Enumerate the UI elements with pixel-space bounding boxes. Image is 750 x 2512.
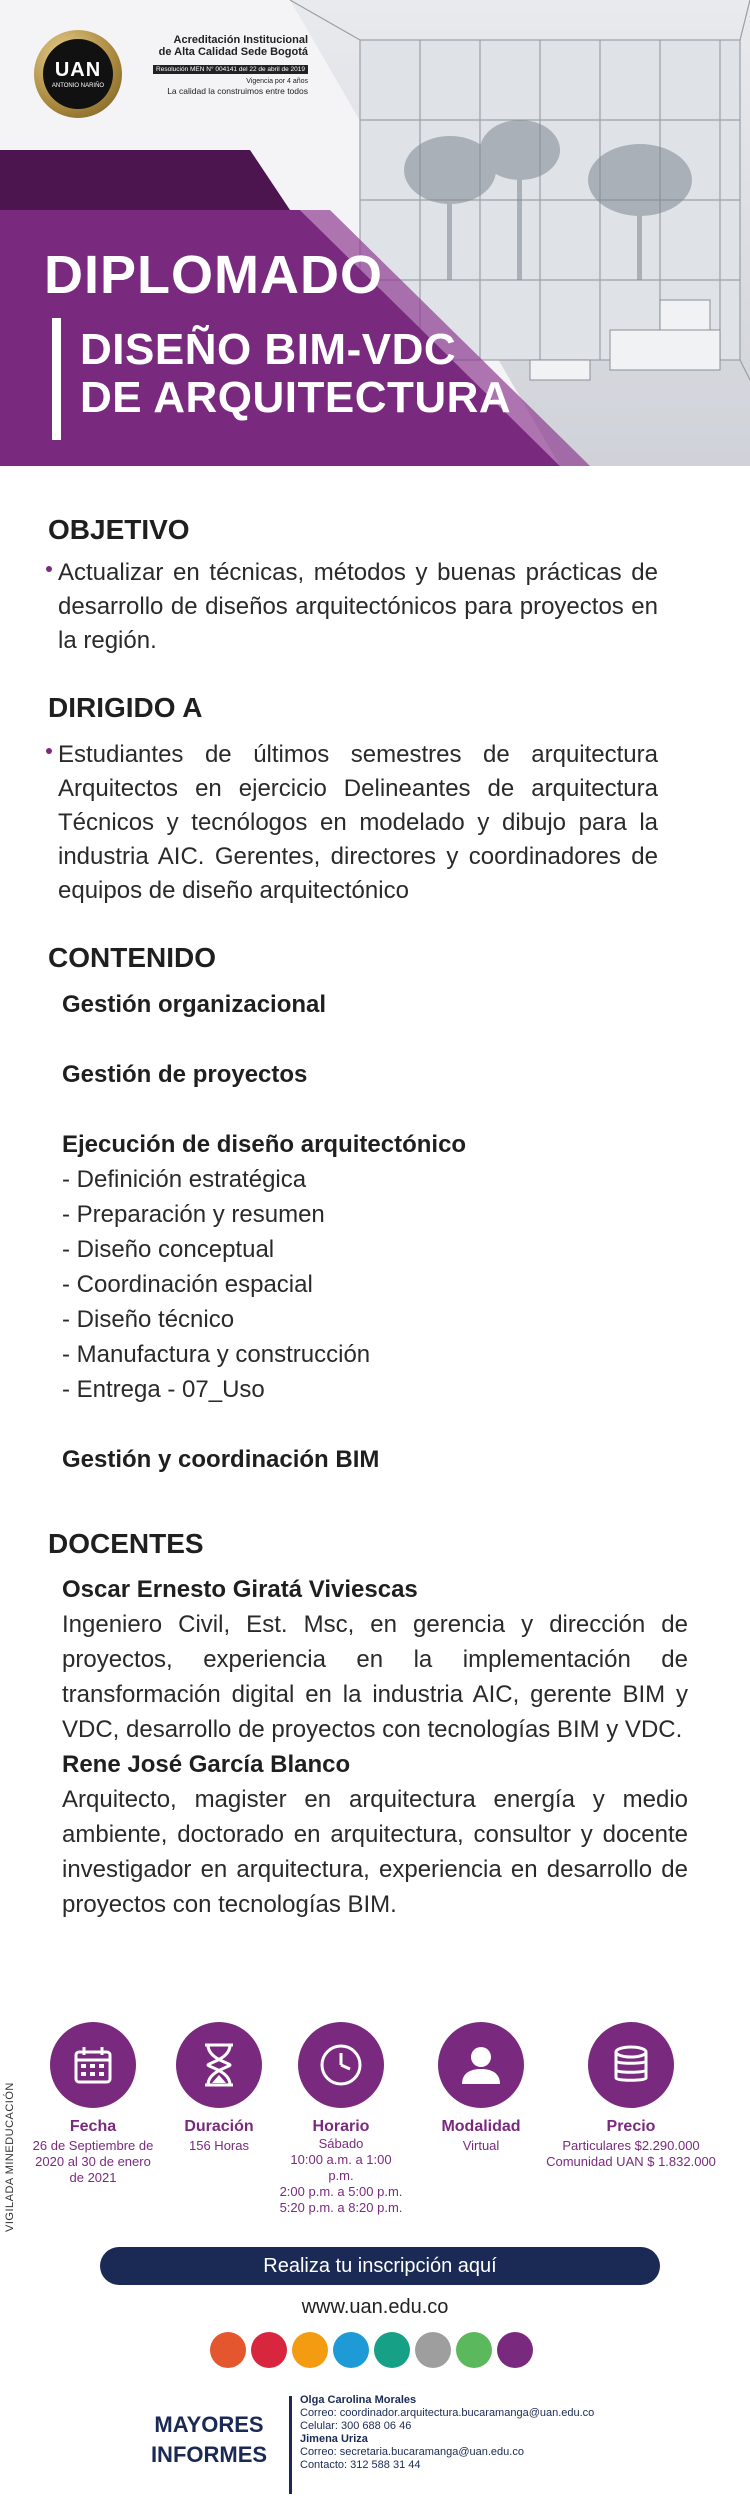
vigilada-mineducacion: VIGILADA MINEDUCACIÓN xyxy=(4,2082,16,2232)
horario-label: Horario xyxy=(312,2118,370,2135)
horario-slot: 5:20 p.m. a 8:20 p.m. xyxy=(279,2200,403,2215)
list-item: - Entrega - 07_Uso xyxy=(62,1376,265,1403)
fecha-value: 26 de Septiembre de 2020 al 30 de enero de 2021 xyxy=(32,2138,154,2185)
color-dots xyxy=(210,2332,533,2368)
validity-text: Vigencia por 4 años xyxy=(246,78,308,85)
mayores-line1: MAYORES xyxy=(154,2412,264,2437)
mayores-line2: INFORMES xyxy=(150,2442,268,2467)
accreditation-block xyxy=(128,34,308,96)
contact-divider xyxy=(289,2396,292,2494)
calendar-icon xyxy=(50,2022,136,2108)
contact-name: Olga Carolina Morales xyxy=(300,2394,417,2406)
contenido-heading: CONTENIDO xyxy=(48,942,216,973)
color-dot xyxy=(415,2332,451,2368)
website-link[interactable]: www.uan.edu.co xyxy=(301,2296,449,2318)
dirigido-text: Estudiantes de últimos semestres de arquitectura Arquitectos en ejercicio Delineantes de arquitectura Técnicos y tecnólogos en modelado y dibujo para la industria AIC. Gerentes, directores y coordinadores de equipos de diseño arquitectónico xyxy=(58,741,658,904)
module-title: Gestión organizacional xyxy=(62,991,327,1018)
horario-slot: 2:00 p.m. a 5:00 p.m. xyxy=(279,2184,403,2199)
precio-values xyxy=(546,2138,716,2170)
tagline: La calidad la construimos entre todos xyxy=(167,86,308,96)
clock-icon xyxy=(298,2022,384,2108)
color-dot xyxy=(456,2332,492,2368)
list-item: - Manufactura y construcción xyxy=(62,1341,371,1368)
coins-icon xyxy=(588,2022,674,2108)
docente-name: Rene José García Blanco xyxy=(62,1751,351,1778)
program-title-line2: DE ARQUITECTURA xyxy=(80,373,512,422)
list-item: - Diseño conceptual xyxy=(62,1236,275,1263)
docentes-heading: DOCENTES xyxy=(48,1528,204,1559)
contact-info xyxy=(300,2394,594,2472)
module-title: Gestión y coordinación BIM xyxy=(62,1446,380,1473)
color-dot xyxy=(292,2332,328,2368)
precio-particulares: Particulares $2.290.000 xyxy=(562,2138,700,2153)
precio-label: Precio xyxy=(606,2118,656,2135)
accreditation-line1: Acreditación Institucional xyxy=(173,34,308,46)
objetivo-heading: OBJETIVO xyxy=(48,514,190,545)
contact-phone: Contacto: 312 588 31 44 xyxy=(300,2459,421,2471)
horario-schedule xyxy=(276,2136,406,2216)
contact-email[interactable]: Correo: coordinador.arquitectura.bucaramanga@uan.edu.co xyxy=(300,2407,595,2419)
contact-email[interactable]: Correo: secretaria.bucaramanga@uan.edu.co xyxy=(300,2446,524,2458)
user-icon xyxy=(438,2022,524,2108)
module-title: Gestión de proyectos xyxy=(62,1061,308,1088)
horario-slot: 10:00 a.m. a 1:00 p.m. xyxy=(290,2152,392,2183)
list-item: - Coordinación espacial xyxy=(62,1271,313,1298)
module-title: Ejecución de diseño arquitectónico xyxy=(62,1131,467,1158)
horario-day: Sábado xyxy=(318,2136,364,2151)
color-dot xyxy=(374,2332,410,2368)
contenido-list xyxy=(62,987,662,1477)
color-dot xyxy=(251,2332,287,2368)
precio-comunidad: Comunidad UAN $ 1.832.000 xyxy=(546,2154,716,2169)
contact-phone: Celular: 300 688 06 46 xyxy=(300,2420,412,2432)
docente-name: Oscar Ernesto Giratá Viviescas xyxy=(62,1576,418,1603)
modalidad-label: Modalidad xyxy=(441,2118,521,2135)
bullet-icon xyxy=(46,566,52,572)
resolution-text: Resolución MEN N° 004141 del 22 de abril de 2019 xyxy=(153,65,308,74)
hourglass-icon xyxy=(176,2022,262,2108)
university-logo: UAN ANTONIO NARIÑO xyxy=(34,30,122,118)
color-dot xyxy=(210,2332,246,2368)
color-dot xyxy=(497,2332,533,2368)
docente-bio: Ingeniero Civil, Est. Msc, en gerencia y dirección de proyectos, experiencia en la implementación de transformación digital en la industria AIC, gerente BIM y VDC, desarrollo de proyectos con tecnologías BIM y VDC. xyxy=(62,1611,688,1743)
objetivo-text: Actualizar en técnicas, métodos y buenas prácticas de desarrollo de diseños arquitectónicos para proyectos en la región. xyxy=(58,559,658,654)
duracion-label: Duración xyxy=(184,2118,254,2135)
accreditation-line2: de Alta Calidad Sede Bogotá xyxy=(158,46,308,58)
register-button[interactable]: Realiza tu inscripción aquí xyxy=(100,2247,660,2285)
subtitle-accent-bar xyxy=(52,318,61,440)
program-title-line1: DISEÑO BIM-VDC xyxy=(80,325,457,374)
color-dot xyxy=(333,2332,369,2368)
docentes-list xyxy=(62,1572,688,1922)
header-banner xyxy=(0,0,750,466)
duracion-value: 156 Horas xyxy=(189,2138,249,2153)
modalidad-value: Virtual xyxy=(462,2138,500,2153)
dirigido-heading: DIRIGIDO A xyxy=(48,692,203,723)
page-title: DIPLOMADO xyxy=(44,245,383,305)
list-item: - Definición estratégica xyxy=(62,1166,307,1193)
docente-bio: Arquitecto, magister en arquitectura energía y medio ambiente, doctorado en arquitectura, consultor y docente investigador en arquitectura, experiencia en desarrollo de proyectos con tecnologías BIM. xyxy=(62,1786,688,1918)
mayores-informes-title xyxy=(144,2410,274,2470)
fecha-label: Fecha xyxy=(69,2118,117,2135)
list-item: - Preparación y resumen xyxy=(62,1201,325,1228)
list-item: - Diseño técnico xyxy=(62,1306,235,1333)
program-title xyxy=(80,326,511,422)
bullet-icon xyxy=(46,748,52,754)
contact-name: Jimena Uriza xyxy=(300,2433,368,2445)
